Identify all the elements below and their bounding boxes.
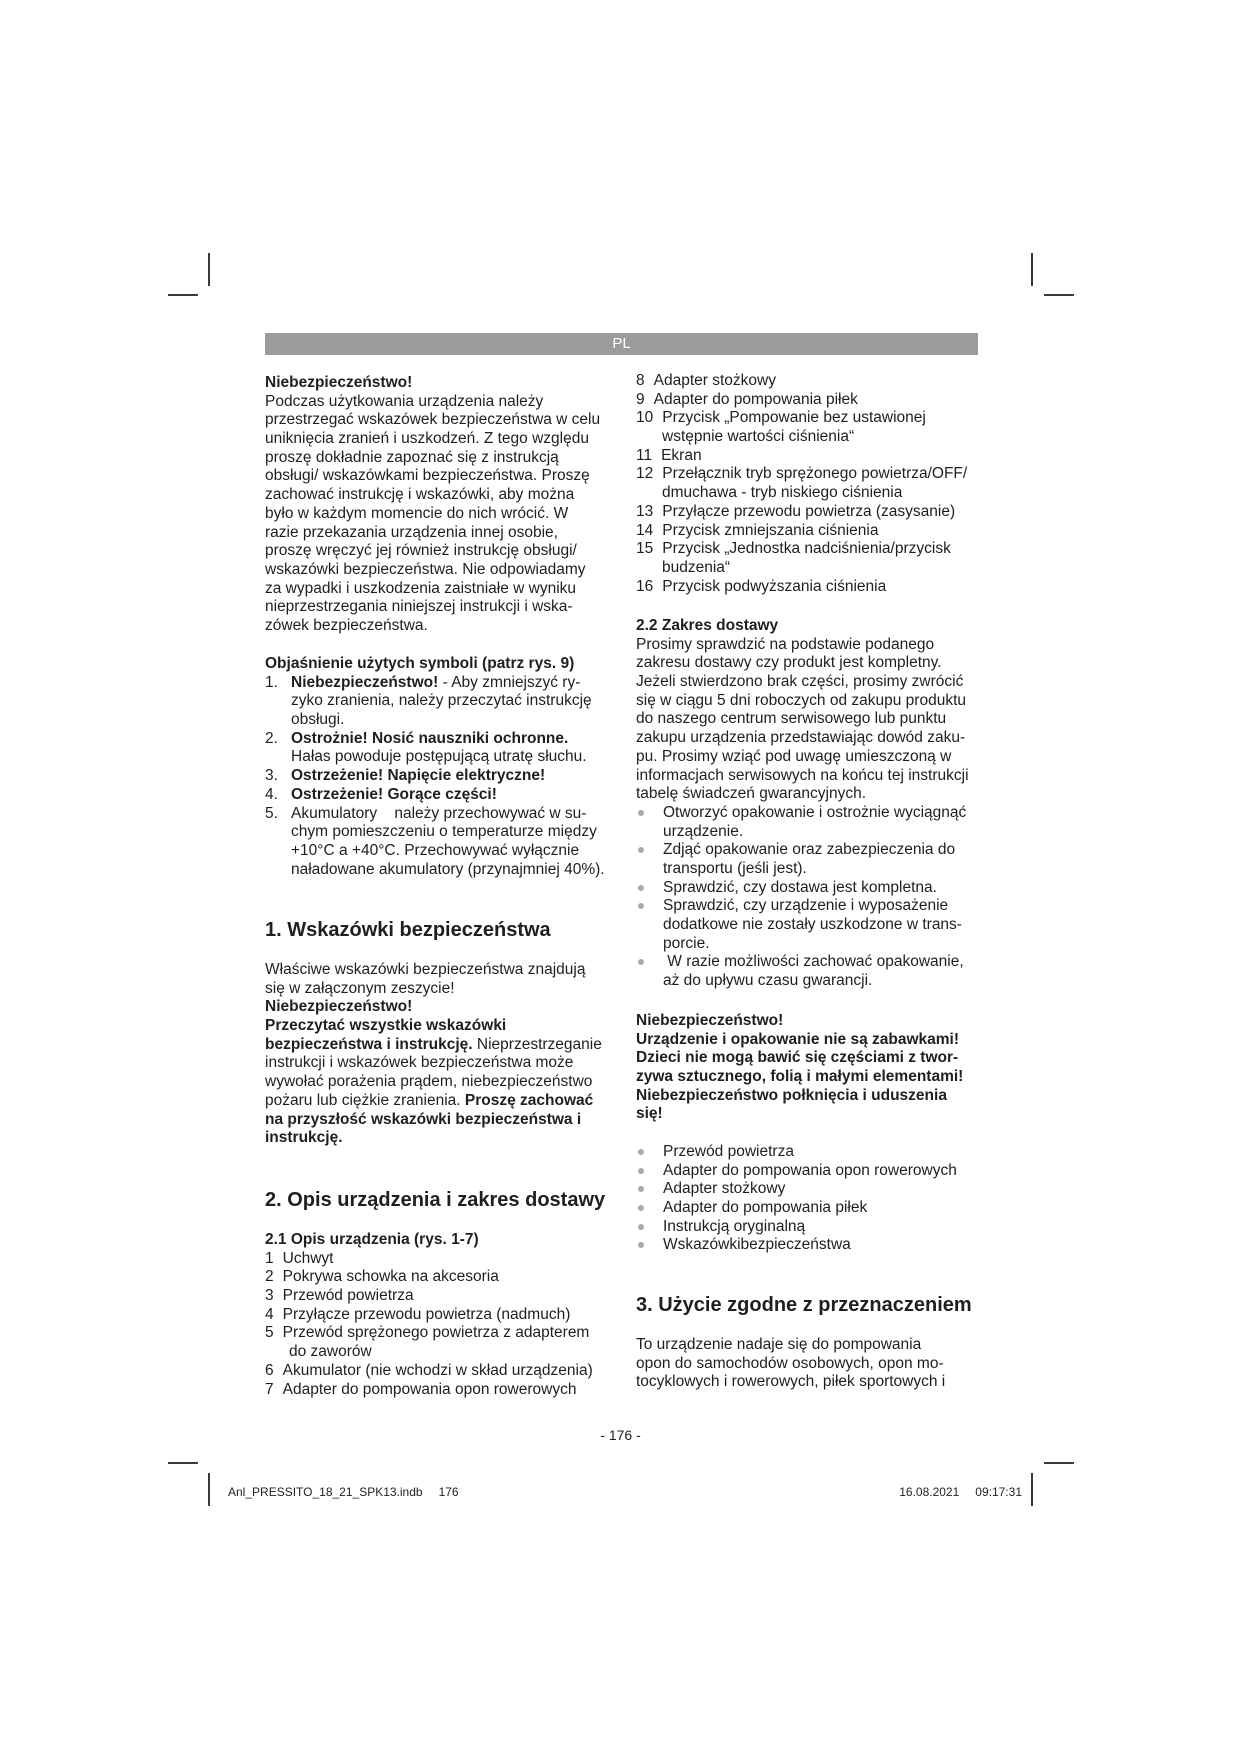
file-page: 176 [438, 1485, 459, 1499]
item-number: 16 [636, 577, 654, 595]
bold-line: na przyszłość wskazówki bezpieczeństwa i [265, 1110, 582, 1128]
item-number: 15 [636, 540, 654, 558]
bullet-text: Adapter do pompowania opon rowerowych [663, 1161, 957, 1179]
text-line: pu. Prosimy wziąć pod uwagę umieszczoną w [636, 747, 952, 765]
item-number: 2 [265, 1268, 274, 1286]
text-line: aż do upływu czasu gwarancji. [663, 972, 873, 990]
mixed-line [265, 1036, 635, 1055]
text-segment: pożaru lub ciężkie zranienia. [265, 1091, 465, 1109]
text-line: Podczas użytkowania urządzenia należy [265, 392, 544, 410]
text-line: uniknięcia zranień i uszkodzeń. Z tego względu [265, 430, 589, 448]
print-date: 16.08.2021 [899, 1485, 960, 1499]
bullet-text: Wskazówkibezpieczeństwa [663, 1236, 851, 1254]
text-line: za wypadki i uszkodzenia zaistniałe w wyniku [265, 579, 577, 597]
bullet-text: Przewód powietrza [663, 1143, 794, 1160]
text-line: instrukcji i wskazówek bezpieczeństwa może [265, 1054, 574, 1072]
bullet-icon [638, 810, 644, 816]
list-item [636, 447, 1006, 466]
item-number: 1 [265, 1249, 274, 1267]
danger-note-children [636, 1012, 1006, 1124]
bullet-item [636, 1143, 1006, 1162]
bullet-icon [638, 847, 644, 853]
file-name: Anl_PRESSITO_18_21_SPK13.indb [228, 1485, 423, 1499]
item-label: Przycisk zmniejszania ciśnienia [662, 521, 879, 539]
item-number: 5. [265, 804, 278, 822]
item-label: Przycisk podwyższania ciśnienia [662, 577, 887, 595]
list-item [636, 409, 1006, 428]
bullet-icon [638, 959, 644, 965]
bullet-item [636, 1218, 1006, 1237]
bullet-text: Adapter stożkowy [663, 1180, 786, 1198]
bullet-item [636, 1162, 1006, 1181]
device-parts-list-continued [636, 372, 1006, 596]
symbols-title: Objaśnienie użytych symboli (patrz rys. 9) [265, 655, 575, 672]
delivery-scope [636, 617, 1006, 991]
section-2-heading: 2. Opis urządzenia i zakres dostawy [265, 1189, 606, 1211]
text-line: nieprzestrzegania niniejszej instrukcji i wska- [265, 598, 573, 616]
bullet-icon [638, 885, 644, 891]
text-line: chym pomieszczeniu o temperaturze między [291, 823, 597, 841]
print-file-info [228, 1485, 459, 1499]
text-line: tabelę świadczeń gwarancyjnych. [636, 785, 867, 803]
item-label: Ekran [661, 446, 702, 464]
item-bold-text: Ostrzeżenie! Napięcie elektryczne! [291, 767, 546, 785]
item-number: 3 [265, 1287, 274, 1305]
bullet-item [636, 1180, 1006, 1199]
item-label: Pokrywa schowka na akcesoria [282, 1268, 499, 1286]
text-line: Hałas powoduje postępującą utratę słuchu. [291, 748, 587, 766]
language-header-bar [265, 333, 978, 355]
crop-mark [208, 1473, 210, 1506]
list-item [265, 1381, 635, 1400]
item-number: 1. [265, 673, 278, 691]
item-bold-text: Ostrożnie! Nosić nauszniki ochronne. [291, 729, 569, 747]
list-item [265, 674, 635, 693]
item-label: Przycisk „Pompowanie bez ustawionej [662, 409, 926, 427]
text-line: budzenia“ [662, 558, 731, 576]
item-bold-text: Ostrzeżenie! Gorące części! [291, 785, 497, 803]
item-label: Adapter stożkowy [653, 372, 776, 389]
bullet-icon [638, 1242, 644, 1248]
text-line: opon do samochodów osobowych, opon mo- [636, 1354, 944, 1372]
item-number: 4 [265, 1305, 274, 1323]
text-line: Właściwe wskazówki bezpieczeństwa znajdują [265, 961, 586, 978]
text-line: się w załączonym zeszycie! [265, 979, 455, 997]
text-line: zachować instrukcję i wskazówki, aby można [265, 486, 575, 504]
list-item [636, 391, 1006, 410]
list-item [265, 730, 635, 749]
text-segment: Nieprzestrzeganie [472, 1035, 602, 1053]
item-number: 12 [636, 465, 654, 483]
bullet-text: Otworzyć opakowanie i ostrożnie wyciągnąć [663, 803, 967, 821]
text-line: zyko zranienia, należy przeczytać instrukcję [291, 692, 592, 710]
item-number: 4. [265, 785, 278, 803]
item-number: 8 [636, 372, 645, 389]
text-line: było w każdym momencie do nich wrócić. W [265, 504, 569, 522]
text-line: do zaworów [289, 1343, 372, 1361]
symbols-list [265, 655, 635, 879]
item-number: 6 [265, 1361, 274, 1379]
item-label: Przewód powietrza [282, 1287, 414, 1305]
subsection-heading: 2.2 Zakres dostawy [636, 617, 779, 634]
print-timestamp [899, 1485, 1022, 1499]
list-item [265, 1324, 635, 1343]
bullet-item [636, 953, 1006, 972]
bold-segment: bezpieczeństwa i instrukcję. [265, 1035, 473, 1053]
list-item [265, 1362, 635, 1381]
page-number: - 176 - [600, 1427, 641, 1443]
text-line: tocyklowych i rowerowych, piłek sportowych i [636, 1373, 946, 1391]
item-number: 10 [636, 409, 654, 427]
bold-line: się! [636, 1105, 663, 1123]
bold-line: Urządzenie i opakowanie nie są zabawkami! [636, 1030, 960, 1048]
item-number: 7 [265, 1380, 274, 1398]
bullet-icon [638, 1224, 644, 1230]
section-3-heading: 3. Użycie zgodne z przeznaczeniem [636, 1294, 972, 1316]
text-line: informacjach serwisowych na końcu tej instrukcji [636, 766, 969, 784]
list-item [265, 786, 635, 805]
text-line: do naszego centrum serwisowego lub punktu [636, 710, 947, 728]
list-item [636, 503, 1006, 522]
print-time: 09:17:31 [975, 1485, 1022, 1499]
bullet-item [636, 1236, 1006, 1255]
section-3-body [636, 1336, 1006, 1392]
text-line: dodatkowe nie zostały uszkodzone w trans- [663, 916, 962, 933]
item-label: Przewód sprężonego powietrza z adapterem [282, 1324, 590, 1342]
bullet-icon [638, 1149, 644, 1155]
list-item [636, 540, 1006, 559]
bold-line: instrukcję. [265, 1129, 343, 1147]
item-number: 11 [636, 446, 653, 464]
bullet-text: Sprawdzić, czy urządzenie i wyposażenie [663, 897, 949, 915]
text-line: zówek bezpieczeństwa. [265, 616, 428, 634]
text-line: proszę wręczyć jej również instrukcję obsługi/ [265, 542, 577, 560]
language-label: PL [612, 335, 631, 352]
list-item [265, 1287, 635, 1306]
text-line: porcie. [663, 934, 710, 952]
list-item [636, 578, 1006, 597]
danger-title: Niebezpieczeństwo! [265, 998, 413, 1016]
item-label: Uchwyt [282, 1249, 334, 1267]
item-number: 13 [636, 502, 654, 520]
crop-mark [208, 253, 210, 286]
item-text: - Aby zmniejszyć ry- [438, 673, 581, 691]
bullet-icon [638, 1205, 644, 1211]
section-1-body [265, 961, 635, 1148]
list-item [265, 1268, 635, 1287]
danger-note-intro [265, 374, 635, 636]
item-label: Adapter do pompowania piłek [653, 390, 858, 408]
text-line: się w ciągu 5 dni roboczych od zakupu produktu [636, 691, 967, 709]
text-line: dmuchawa - tryb niskiego ciśnienia [662, 484, 903, 502]
item-number: 2. [265, 729, 278, 747]
bullet-item [636, 841, 1006, 860]
bold-line: zywa sztucznego, folią i małymi elementami! [636, 1068, 964, 1086]
text-line: przestrzegać wskazówek bezpieczeństwa w celu [265, 411, 601, 429]
subsection-heading: 2.1 Opis urządzenia (rys. 1-7) [265, 1231, 479, 1248]
bullet-item [636, 879, 1006, 898]
bullet-item [636, 804, 1006, 823]
mixed-line [265, 1092, 635, 1111]
item-number: 5 [265, 1324, 274, 1342]
text-line: wskazówki bezpieczeństwa. Nie odpowiadamy [265, 560, 586, 578]
text-line: urządzenie. [663, 822, 744, 840]
crop-mark [1031, 253, 1033, 286]
text-line: transportu (jeśli jest). [663, 859, 807, 877]
item-number: 9 [636, 390, 645, 408]
crop-mark [1044, 1462, 1074, 1464]
section-1-heading: 1. Wskazówki bezpieczeństwa [265, 919, 551, 941]
bullet-text: W razie możliwości zachować opakowanie, [663, 953, 964, 971]
bullet-item [636, 1199, 1006, 1218]
text-line: proszę dokładnie zapoznać się z instrukcją [265, 448, 559, 466]
bullet-icon [638, 903, 644, 909]
item-label: Przełącznik tryb sprężonego powietrza/OFF/ [662, 465, 968, 483]
bold-line: Przeczytać wszystkie wskazówki [265, 1017, 507, 1035]
list-item [265, 805, 635, 824]
text-line: razie przekazania urządzenia innej osobie, [265, 523, 558, 541]
danger-title: Niebezpieczeństwo! [636, 1012, 784, 1029]
list-item [636, 465, 1006, 484]
text-line: obsługi. [291, 711, 345, 729]
item-number: 14 [636, 521, 654, 539]
item-label: Akumulator (nie wchodzi w skład urządzenia) [282, 1361, 593, 1379]
bullet-text: Instrukcją oryginalną [663, 1217, 806, 1235]
crop-mark [1044, 294, 1074, 296]
text-line: wstępnie wartości ciśnienia“ [662, 428, 855, 446]
list-item [265, 767, 635, 786]
crop-mark [168, 1462, 198, 1464]
item-text: Akumulatory należy przechowywać w su- [291, 804, 587, 822]
text-line: To urządzenie nadaje się do pompowania [636, 1336, 922, 1353]
text-line: naładowane akumulatory (przynajmniej 40%). [291, 860, 605, 878]
text-line: wywołać porażenia prądem, niebezpieczeństwo [265, 1073, 593, 1091]
bullet-item [636, 897, 1006, 916]
bold-line: Niebezpieczeństwo połknięcia i uduszenia [636, 1086, 947, 1104]
bullet-icon [638, 1186, 644, 1192]
text-line: Prosimy sprawdzić na podstawie podanego [636, 635, 935, 653]
list-item [265, 1306, 635, 1325]
item-bold-text: Niebezpieczeństwo! [291, 673, 439, 691]
bold-segment: Proszę zachować [464, 1091, 594, 1109]
crop-mark [1031, 1473, 1033, 1506]
item-label: Przyłącze przewodu powietrza (nadmuch) [282, 1305, 571, 1323]
list-item [265, 1250, 635, 1269]
text-line: obsługi/ wskazówkami bezpieczeństwa. Proszę [265, 467, 590, 485]
text-line: zakresu dostawy czy produkt jest kompletny. [636, 654, 942, 672]
text-line: Jeżeli stwierdzono brak części, prosimy zwrócić [636, 673, 964, 691]
list-item [636, 522, 1006, 541]
bullet-text: Zdjąć opakowanie oraz zabezpieczenia do [663, 841, 956, 859]
danger-title: Niebezpieczeństwo! [265, 374, 413, 391]
item-label: Adapter do pompowania opon rowerowych [282, 1380, 577, 1398]
device-parts-list [265, 1231, 635, 1399]
item-number: 3. [265, 767, 278, 785]
text-line: +10°C a +40°C. Przechowywać wyłącznie [291, 841, 580, 859]
bullet-text: Sprawdzić, czy dostawa jest kompletna. [663, 878, 937, 896]
package-contents-list [636, 1143, 1006, 1255]
crop-mark [168, 294, 198, 296]
item-label: Przyłącze przewodu powietrza (zasysanie) [662, 502, 956, 520]
item-label: Przycisk „Jednostka nadciśnienia/przycisk [662, 540, 951, 558]
bold-line: Dzieci nie mogą bawić się częściami z twor- [636, 1049, 959, 1067]
list-item [636, 372, 1006, 391]
bullet-text: Adapter do pompowania piłek [663, 1199, 868, 1217]
text-line: zakupu urządzenia przedstawiając dowód zaku- [636, 729, 966, 747]
bullet-icon [638, 1168, 644, 1174]
